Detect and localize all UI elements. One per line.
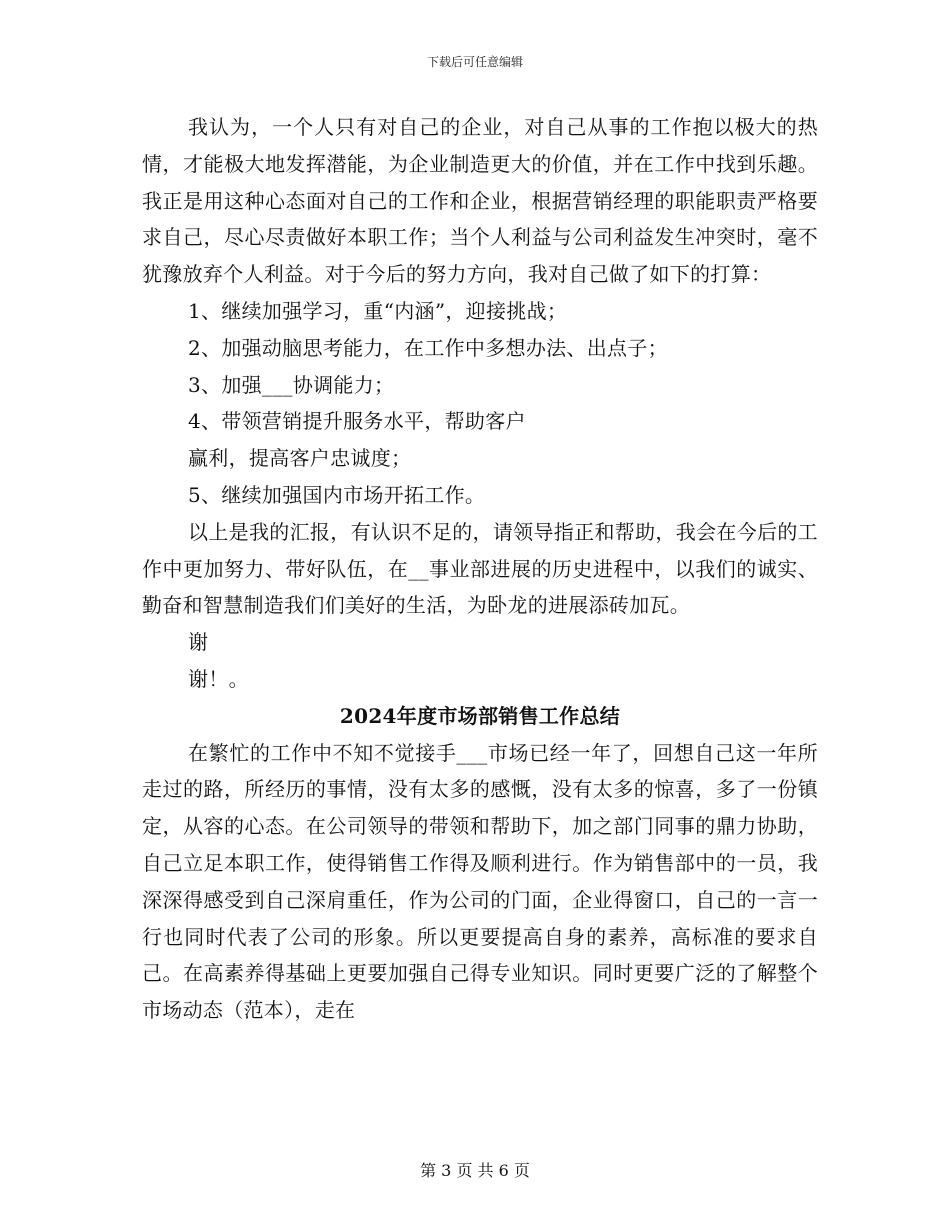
list-item-4-continued: 赢利，提高客户忠诚度； [188, 446, 412, 471]
page-footer: 第 3 页 共 6 页 [420, 1161, 530, 1180]
list-item-2: 2、加强动脑思考能力，在工作中多想办法、出点子； [188, 335, 668, 360]
list-item-4: 4、带领营销提升服务水平，帮助客户 [188, 409, 526, 434]
thanks-line-1: 谢 [188, 630, 209, 655]
list-item-1: 1、继续加强学习，重“内涵”，迎接挑战； [188, 298, 568, 323]
document-body [142, 109, 818, 1029]
list-item-5: 5、继续加强国内市场开拓工作。 [188, 482, 486, 507]
section-title: 2024年度市场部销售工作总结 [339, 703, 621, 728]
thanks-line-2: 谢！。 [188, 666, 249, 691]
section-paragraph: 在繁忙的工作中不知不觉接手___市场已经一年了，回想自己这一年所走过的路，所经历的事情，没有太多的感慨，没有太多的惊喜，多了一份镇定，从容的心态。在公司领导的带领和帮助下，加之部门同事的鼎力协助，自己立足本职工作，使得销售工作得及顺利进行。作为销售部中的一员，我深深得感受到自己深肩重任，作为公司的门面，企业得窗口，自己的一言一行也同时代表了公司的形象。所以更要提高自身的素养，高标准的要求自己。在高素养得基础上更要加强自己得专业知识。同时更要广泛的了解整个市场动态（范本），走在 [142, 740, 818, 1023]
paragraph-closing: 以上是我的汇报，有认识不足的，请领导指正和帮助，我会在今后的工作中更加努力、带好队伍，在__事业部进展的历史进程中，以我们的诚实、勤奋和智慧制造我们们美好的生活，为卧龙的进展添砖加瓦。 [142, 519, 818, 618]
list-item-3: 3、加强___协调能力； [188, 372, 395, 397]
paragraph-intro: 我认为，一个人只有对自己的企业，对自己从事的工作抱以极大的热情，才能极大地发挥潜能，为企业制造更大的价值，并在工作中找到乐趣。我正是用这种心态面对自己的工作和企业，根据营销经理的职能职责严格要求自己，尽心尽责做好本职工作；当个人利益与公司利益发生冲突时，毫不犹豫放弃个人利益。对于今后的努力方向，我对自己做了如下的打算： [142, 115, 818, 287]
page-header: 下载后可任意编辑 [426, 55, 523, 69]
